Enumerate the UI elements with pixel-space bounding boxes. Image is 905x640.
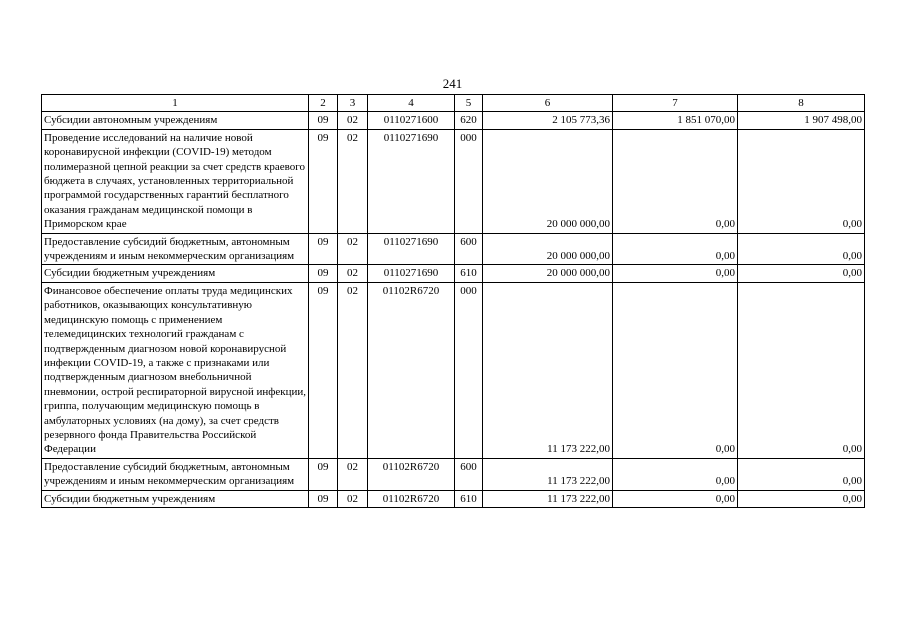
table-row bbox=[42, 490, 865, 507]
amount-col-6: 20 000 000,00 bbox=[483, 129, 613, 233]
amount-col-8: 0,00 bbox=[738, 282, 865, 458]
expense-type-code: 610 bbox=[455, 490, 483, 507]
expense-type-code: 610 bbox=[455, 265, 483, 282]
subsection-code: 02 bbox=[338, 265, 368, 282]
item-name: Субсидии бюджетным учреждениям bbox=[42, 490, 309, 507]
subsection-code: 02 bbox=[338, 129, 368, 233]
section-code: 09 bbox=[309, 129, 338, 233]
expense-type-code: 000 bbox=[455, 282, 483, 458]
amount-col-6: 20 000 000,00 bbox=[483, 265, 613, 282]
table-row bbox=[42, 282, 865, 458]
amount-col-6: 2 105 773,36 bbox=[483, 112, 613, 129]
section-code: 09 bbox=[309, 458, 338, 490]
amount-col-7: 0,00 bbox=[613, 282, 738, 458]
expense-type-code: 600 bbox=[455, 458, 483, 490]
expense-type-code: 000 bbox=[455, 129, 483, 233]
header-row bbox=[42, 95, 865, 112]
item-name: Субсидии бюджетным учреждениям bbox=[42, 265, 309, 282]
amount-col-6: 20 000 000,00 bbox=[483, 233, 613, 265]
expense-type-code: 600 bbox=[455, 233, 483, 265]
item-name: Предоставление субсидий бюджетным, автономным учреждениям и иным некоммерческим организациям bbox=[42, 233, 309, 265]
target-article-code: 01102R6720 bbox=[368, 282, 455, 458]
amount-col-8: 0,00 bbox=[738, 129, 865, 233]
target-article-code: 01102R6720 bbox=[368, 458, 455, 490]
subsection-code: 02 bbox=[338, 112, 368, 129]
table-row bbox=[42, 265, 865, 282]
amount-col-8: 0,00 bbox=[738, 458, 865, 490]
amount-col-7: 1 851 070,00 bbox=[613, 112, 738, 129]
amount-col-7: 0,00 bbox=[613, 265, 738, 282]
target-article-code: 0110271690 bbox=[368, 265, 455, 282]
col-header: 3 bbox=[338, 95, 368, 112]
amount-col-7: 0,00 bbox=[613, 233, 738, 265]
target-article-code: 0110271690 bbox=[368, 233, 455, 265]
section-code: 09 bbox=[309, 265, 338, 282]
amount-col-7: 0,00 bbox=[613, 490, 738, 507]
item-name: Финансовое обеспечение оплаты труда медицинских работников, оказывающих консультативную медицинскую помощь с применением телемедицинских технологий гражданам с подтвержденным диагнозом новой коронавирусной инфекции COVID-19, а также с признаками или подтвержденным диагнозом внебольничной пневмонии, острой респираторной вирусной инфекции, гриппа, получающим медицинскую помощь в амбулаторных условиях (на дому), за счет средств резервного фонда Правительства Российской Федерации bbox=[42, 282, 309, 458]
col-header: 6 bbox=[483, 95, 613, 112]
table-row bbox=[42, 458, 865, 490]
target-article-code: 01102R6720 bbox=[368, 490, 455, 507]
col-header: 8 bbox=[738, 95, 865, 112]
amount-col-8: 0,00 bbox=[738, 233, 865, 265]
amount-col-6: 11 173 222,00 bbox=[483, 282, 613, 458]
amount-col-7: 0,00 bbox=[613, 129, 738, 233]
target-article-code: 0110271690 bbox=[368, 129, 455, 233]
expense-type-code: 620 bbox=[455, 112, 483, 129]
target-article-code: 0110271600 bbox=[368, 112, 455, 129]
col-header: 5 bbox=[455, 95, 483, 112]
col-header: 4 bbox=[368, 95, 455, 112]
col-header: 1 bbox=[42, 95, 309, 112]
section-code: 09 bbox=[309, 282, 338, 458]
subsection-code: 02 bbox=[338, 233, 368, 265]
budget-table bbox=[41, 94, 865, 508]
item-name: Предоставление субсидий бюджетным, автономным учреждениям и иным некоммерческим организациям bbox=[42, 458, 309, 490]
subsection-code: 02 bbox=[338, 282, 368, 458]
table-row bbox=[42, 112, 865, 129]
col-header: 2 bbox=[309, 95, 338, 112]
table-row bbox=[42, 129, 865, 233]
amount-col-8: 1 907 498,00 bbox=[738, 112, 865, 129]
amount-col-7: 0,00 bbox=[613, 458, 738, 490]
section-code: 09 bbox=[309, 490, 338, 507]
subsection-code: 02 bbox=[338, 490, 368, 507]
col-header: 7 bbox=[613, 95, 738, 112]
table-row bbox=[42, 233, 865, 265]
section-code: 09 bbox=[309, 233, 338, 265]
item-name: Субсидии автономным учреждениям bbox=[42, 112, 309, 129]
page-number: 241 bbox=[442, 76, 463, 91]
amount-col-8: 0,00 bbox=[738, 490, 865, 507]
section-code: 09 bbox=[309, 112, 338, 129]
item-name: Проведение исследований на наличие новой коронавирусной инфекции (COVID-19) методом полимеразной цепной реакции за счет средств краевого бюджета в случаях, установленных территориальной программой государственных гарантий бесплатного оказания гражданам медицинской помощи в Приморском крае bbox=[42, 129, 309, 233]
amount-col-6: 11 173 222,00 bbox=[483, 458, 613, 490]
subsection-code: 02 bbox=[338, 458, 368, 490]
amount-col-8: 0,00 bbox=[738, 265, 865, 282]
amount-col-6: 11 173 222,00 bbox=[483, 490, 613, 507]
